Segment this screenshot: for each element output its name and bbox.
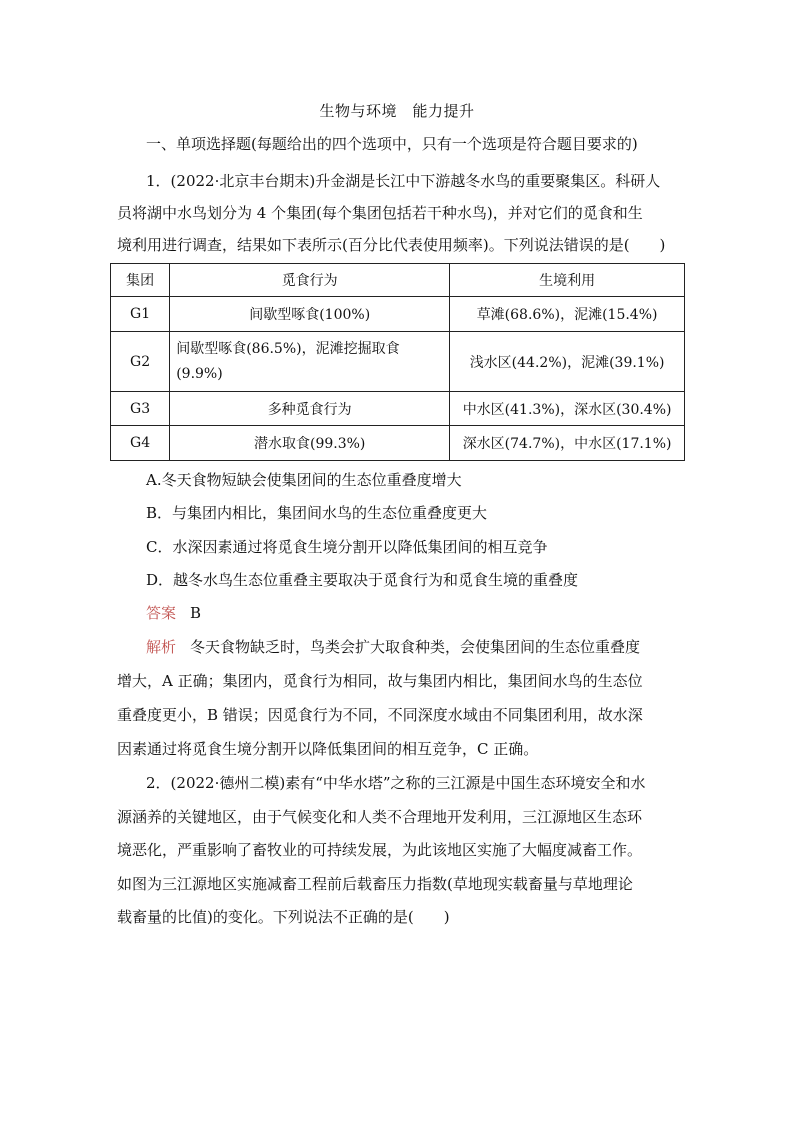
q1-stem-line-2: 员将湖中水鸟划分为 4 个集团(每个集团包括若干种水鸟)，并对它们的觅食和生: [117, 204, 643, 222]
table-row: [111, 392, 685, 426]
table-cell: G2: [111, 332, 170, 392]
answer-value: B: [190, 604, 202, 622]
answer-label: 答案: [146, 604, 177, 622]
table-cell: 间歇型啄食(100%): [170, 297, 450, 332]
option-a: A.冬天食物短缺会使集团间的生态位重叠度增大: [146, 471, 462, 489]
q1-stem-line-3: 境利用进行调查，结果如下表所示(百分比代表使用频率)。下列说法错误的是( ): [117, 236, 666, 254]
table-cell: 间歇型啄食(86.5%)，泥滩挖掘取食(9.9%): [170, 332, 450, 392]
q2-stem-line-5: 载畜量的比值)的变化。下列说法不正确的是( ): [117, 908, 450, 926]
option-b: B．与集团内相比，集团间水鸟的生态位重叠度更大: [146, 504, 488, 522]
header-cell-foraging: 觅食行为: [170, 264, 450, 297]
answer-line: [146, 603, 686, 623]
table-row: [111, 426, 685, 461]
q1-stem-line-1: 1．(2022·北京丰台期末)升金湖是长江中下游越冬水鸟的重要聚集区。科研人: [146, 172, 661, 190]
table-cell: G3: [111, 392, 170, 426]
analysis-line-3: 重叠度更小，B 错误；因觅食行为不同，不同深度水域由不同集团利用，故水深: [117, 706, 643, 724]
table-cell: 中水区(41.3%)，深水区(30.4%): [450, 392, 685, 426]
table-cell: G4: [111, 426, 170, 461]
data-table: [110, 263, 685, 461]
q2-stem-line-2: 源涵养的关键地区，由于气候变化和人类不合理地开发利用，三江源地区生态环: [117, 808, 643, 826]
table-cell: 多种觅食行为: [170, 392, 450, 426]
option-c: C．水深因素通过将觅食生境分割开以降低集团间的相互竞争: [146, 538, 548, 556]
table-header-row: [111, 264, 685, 297]
header-cell-group: 集团: [111, 264, 170, 297]
table-cell: 浅水区(44.2%)，泥滩(39.1%): [450, 332, 685, 392]
table-row: [111, 332, 685, 392]
page-title: 生物与环境 能力提升: [319, 102, 475, 120]
table-row: [111, 297, 685, 332]
section-heading: 一、单项选择题(每题给出的四个选项中，只有一个选项是符合题目要求的): [146, 135, 638, 153]
q2-stem-line-1: 2．(2022·德州二模)素有“中华水塔”之称的三江源是中国生态环境安全和水: [146, 774, 646, 792]
q2-stem-line-4: 如图为三江源地区实施减畜工程前后载畜压力指数(草地现实载畜量与草地理论: [117, 875, 633, 893]
analysis-line-1: [146, 637, 686, 657]
analysis-label: 解析: [146, 638, 177, 656]
header-cell-habitat: 生境利用: [450, 264, 685, 297]
table-cell: 草滩(68.6%)，泥滩(15.4%): [450, 297, 685, 332]
analysis-text: 冬天食物缺乏时，鸟类会扩大取食种类，会使集团间的生态位重叠度: [190, 638, 641, 656]
analysis-line-2: 增大，A 正确；集团内，觅食行为相同，故与集团内相比，集团间水鸟的生态位: [117, 672, 643, 690]
analysis-line-4: 因素通过将觅食生境分割开以降低集团间的相互竞争，C 正确。: [117, 740, 539, 758]
table-cell: G1: [111, 297, 170, 332]
option-d: D．越冬水鸟生态位重叠主要取决于觅食行为和觅食生境的重叠度: [146, 571, 579, 589]
q2-stem-line-3: 境恶化，严重影响了畜牧业的可持续发展，为此该地区实施了大幅度减畜工作。: [117, 841, 643, 859]
table-cell: 深水区(74.7%)，中水区(17.1%): [450, 426, 685, 461]
table-cell: 潜水取食(99.3%): [170, 426, 450, 461]
